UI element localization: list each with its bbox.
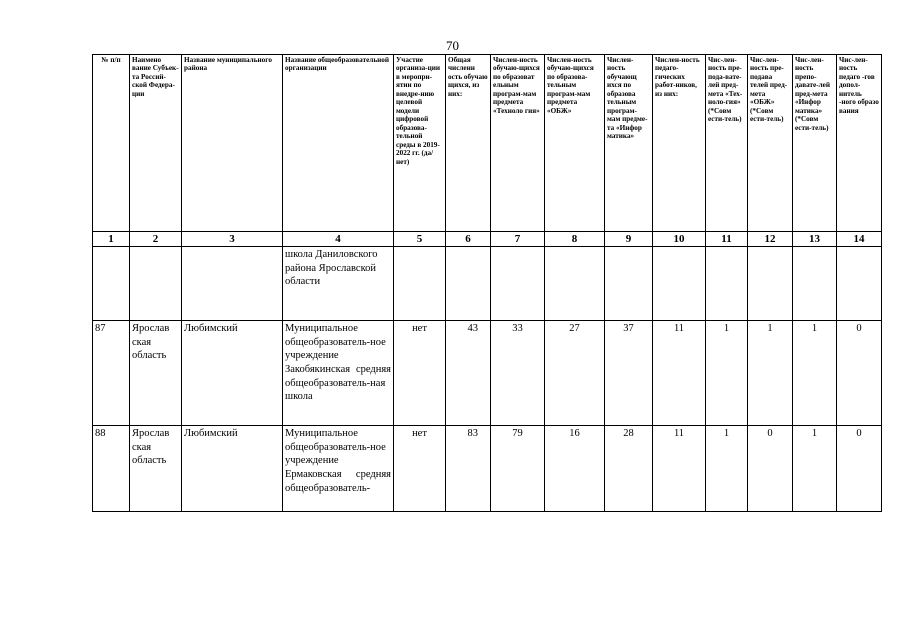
cell-info-teachers: 1 (793, 321, 837, 426)
cell-empty (748, 247, 793, 321)
cell-empty (93, 247, 130, 321)
column-number: 9 (605, 232, 653, 247)
header-col-9: Числен-ность обучающ ихся по образова тельным програм-мам предме-та «Инфор матика» (605, 55, 653, 232)
header-col-14: Чис-лен-ность педаго -гов допол-нитель -ного образо вания (837, 55, 882, 232)
cell-extra-teachers: 0 (837, 426, 882, 512)
cell-empty (491, 247, 545, 321)
column-number-row (93, 232, 882, 247)
cell-empty (653, 247, 706, 321)
cell-organization: Муниципальное общеобразователь-ное учреждение Закобякинская средняя общеобразователь-ная школа (283, 321, 394, 426)
column-number: 10 (653, 232, 706, 247)
cell-empty (394, 247, 446, 321)
table-row-continuation (93, 247, 882, 321)
header-col-8: Числен-ность обучаю-щихся по образова-тельным програм-мам предмета «ОБЖ» (545, 55, 605, 232)
header-col-4: Название общеобразовательной организации (283, 55, 394, 232)
cell-number: 88 (93, 426, 130, 512)
cell-empty (793, 247, 837, 321)
cell-empty (605, 247, 653, 321)
column-number: 6 (446, 232, 491, 247)
cell-obzh-students: 16 (545, 426, 605, 512)
cell-tech-students: 33 (491, 321, 545, 426)
header-col-13: Чис-лен-ность препо-давате-лей пред-мета «Инфор матика» (*Совм ести-тель) (793, 55, 837, 232)
cell-region: Ярослав ская область (130, 426, 182, 512)
cell-empty (706, 247, 748, 321)
cell-info-students: 37 (605, 321, 653, 426)
header-col-6: Общая численн ость обучаю щихся, из них: (446, 55, 491, 232)
cell-district: Любимский (182, 426, 283, 512)
header-col-11: Чис-лен-ность пре-пода-вате-лей пред-мета «Тех-ноло-гия» (*Совм ести-тель) (706, 55, 748, 232)
header-col-3: Название муниципального района (182, 55, 283, 232)
cell-empty (545, 247, 605, 321)
statistics-table (92, 54, 882, 512)
header-row (93, 55, 882, 232)
cell-tech-students: 79 (491, 426, 545, 512)
cell-district: Любимский (182, 321, 283, 426)
cell-obzh-teachers: 0 (748, 426, 793, 512)
header-col-5: Участие организа-ции в меропри-ятии по внедре-нию целевой модели цифровой образова-тельной среды в 2019-2022 гг. (да/нет) (394, 55, 446, 232)
cell-teachers: 11 (653, 426, 706, 512)
cell-empty (446, 247, 491, 321)
cell-teachers: 11 (653, 321, 706, 426)
column-number: 1 (93, 232, 130, 247)
column-number: 7 (491, 232, 545, 247)
cell-obzh-teachers: 1 (748, 321, 793, 426)
cell-number: 87 (93, 321, 130, 426)
column-number: 5 (394, 232, 446, 247)
cell-total-students: 43 (446, 321, 491, 426)
header-col-12: Чис-лен-ность пре-подава телей пред-мета «ОБЖ» (*Совм ести-тель) (748, 55, 793, 232)
table-row (93, 426, 882, 512)
cell-extra-teachers: 0 (837, 321, 882, 426)
column-number: 11 (706, 232, 748, 247)
cell-empty (182, 247, 283, 321)
cell-organization: школа Даниловского района Ярославской области (283, 247, 394, 321)
header-col-10: Числен-ность педаго-гических работ-ников, из них: (653, 55, 706, 232)
header-col-2: Наимено вание Субъек-та Россий-ской Федера-ции (130, 55, 182, 232)
column-number: 4 (283, 232, 394, 247)
cell-tech-teachers: 1 (706, 321, 748, 426)
column-number: 12 (748, 232, 793, 247)
cell-participation: нет (394, 426, 446, 512)
column-number: 8 (545, 232, 605, 247)
cell-tech-teachers: 1 (706, 426, 748, 512)
page-number: 70 (446, 38, 459, 53)
cell-info-students: 28 (605, 426, 653, 512)
cell-obzh-students: 27 (545, 321, 605, 426)
column-number: 14 (837, 232, 882, 247)
cell-empty (130, 247, 182, 321)
header-col-1: № п/п (93, 55, 130, 232)
table-row (93, 321, 882, 426)
cell-region: Ярослав ская область (130, 321, 182, 426)
header-col-7: Числен-ность обучаю-щихся по образоват ельным програм-мам предмета «Техноло гия» (491, 55, 545, 232)
cell-organization: Муниципальное общеобразователь-ное учреждение Ермаковская средняя общеобразователь- (283, 426, 394, 512)
cell-empty (837, 247, 882, 321)
cell-total-students: 83 (446, 426, 491, 512)
cell-info-teachers: 1 (793, 426, 837, 512)
cell-participation: нет (394, 321, 446, 426)
column-number: 3 (182, 232, 283, 247)
column-number: 13 (793, 232, 837, 247)
column-number: 2 (130, 232, 182, 247)
